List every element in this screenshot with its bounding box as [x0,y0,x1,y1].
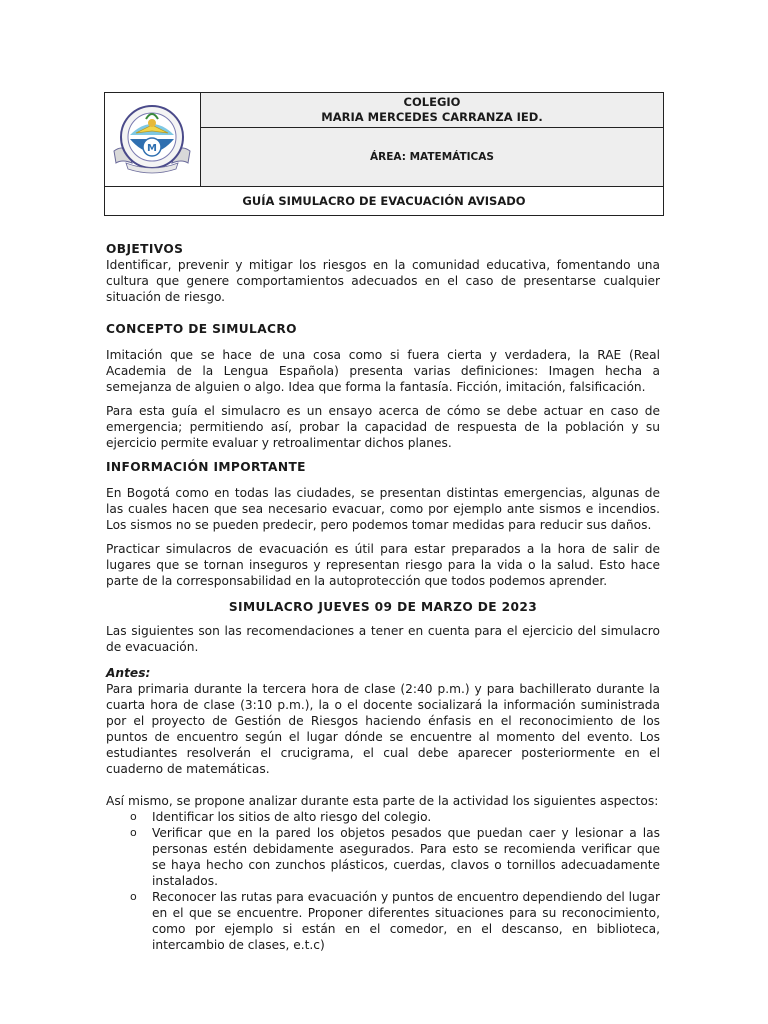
concepto-paragraph-2: Para esta guía el simulacro es un ensayo acerca de cómo se debe actuar en caso de emergencia; permitiendo así, probar la capacidad de respuesta de la población y su ejercicio permite evaluar y retroalimentar dichos planes. [106,404,660,450]
logo-cell [105,93,201,186]
objetivos-heading: OBJETIVOS [106,242,184,256]
document-body [106,241,660,953]
list-item-text: Verificar que en la pared los objetos pesados que puedan caer y lesionar a las personas estén debidamente asegurados. Para esto se recomienda verificar que se haya hecho con zunchos plásticos, cuerdas, clavos o tornillos adecuadamente instalados. [152,826,660,888]
bullet-circle-icon: o [130,890,137,903]
area-label: ÁREA: MATEMÁTICAS [201,128,663,186]
simulacro-intro: Las siguientes son las recomendaciones a tener en cuenta para el ejercicio del simulacro de evacuación. [106,624,660,654]
informacion-paragraph-2: Practicar simulacros de evacuación es útil para estar preparados a la hora de salir de lugares que se tornan inseguros y representan riesgo para la vida o la salud. Esto hace parte de la corresponsabilidad en la autoprotección que todos podemos aprender. [106,542,660,588]
aspects-list [106,809,660,953]
concepto-heading: CONCEPTO DE SIMULACRO [106,322,297,336]
antes-paragraph-2: Así mismo, se propone analizar durante esta parte de la actividad los siguientes aspectos: [106,794,659,808]
svg-text:M: M [147,143,157,154]
antes-paragraph-1: Para primaria durante la tercera hora de clase (2:40 p.m.) y para bachillerato durante la cuarta hora de clase (3:10 p.m.), la o el docente socializará la información suministrada por el proyecto de Gestión de Riesgos haciendo énfasis en el reconocimiento de los puntos de encuentro según el lugar dónde se encuentre al momento del evento. Los estudiantes resolverán el crucigrama, el cual debe aparecer posteriormente en el cuaderno de matemáticas. [106,682,660,776]
concepto-paragraph-1: Imitación que se hace de una cosa como si fuera cierta y verdadera, la RAE (Real Academia de la Lengua Española) presenta varias definiciones: Imagen hecha a semejanza de alguien o algo. Idea que forma la fantasía. Ficción, imitación, falsificación. [106,348,660,394]
school-crest-icon [112,101,192,177]
bullet-circle-icon: o [130,826,137,839]
header-table [104,92,664,216]
guide-title: GUÍA SIMULACRO DE EVACUACIÓN AVISADO [105,186,663,215]
bullet-circle-icon: o [130,810,137,823]
school-label: COLEGIO [403,95,461,109]
school-name: MARIA MERCEDES CARRANZA IED. [321,110,543,124]
objetivos-text: Identificar, prevenir y mitigar los riesgos en la comunidad educativa, fomentando una cultura que genere comportamientos adecuados en el caso de presentarse cualquier situación de riesgo. [106,258,660,304]
informacion-paragraph-1: En Bogotá como en todas las ciudades, se presentan distintas emergencias, algunas de las cuales hacen que sea necesario evacuar, como por ejemplo ante sismos e incendios. Los sismos no se pueden predecir, pero podemos tomar medidas para reducir sus daños. [106,486,660,532]
list-item [106,809,660,825]
list-item [106,825,660,889]
school-title-cell [201,93,663,128]
simulacro-title: SIMULACRO JUEVES 09 DE MARZO DE 2023 [228,600,538,614]
list-item-text: Identificar los sitios de alto riesgo del colegio. [152,810,432,824]
list-item [106,889,660,953]
antes-label: Antes: [106,666,151,680]
informacion-heading: INFORMACIÓN IMPORTANTE [106,460,306,474]
list-item-text: Reconocer las rutas para evacuación y puntos de encuentro dependiendo del lugar en el que se encuentre. Proponer diferentes situaciones para su reconocimiento, como por ejemplo si están en el comedor, en el descanso, en biblioteca, intercambio de clases, e.t.c) [152,890,660,952]
